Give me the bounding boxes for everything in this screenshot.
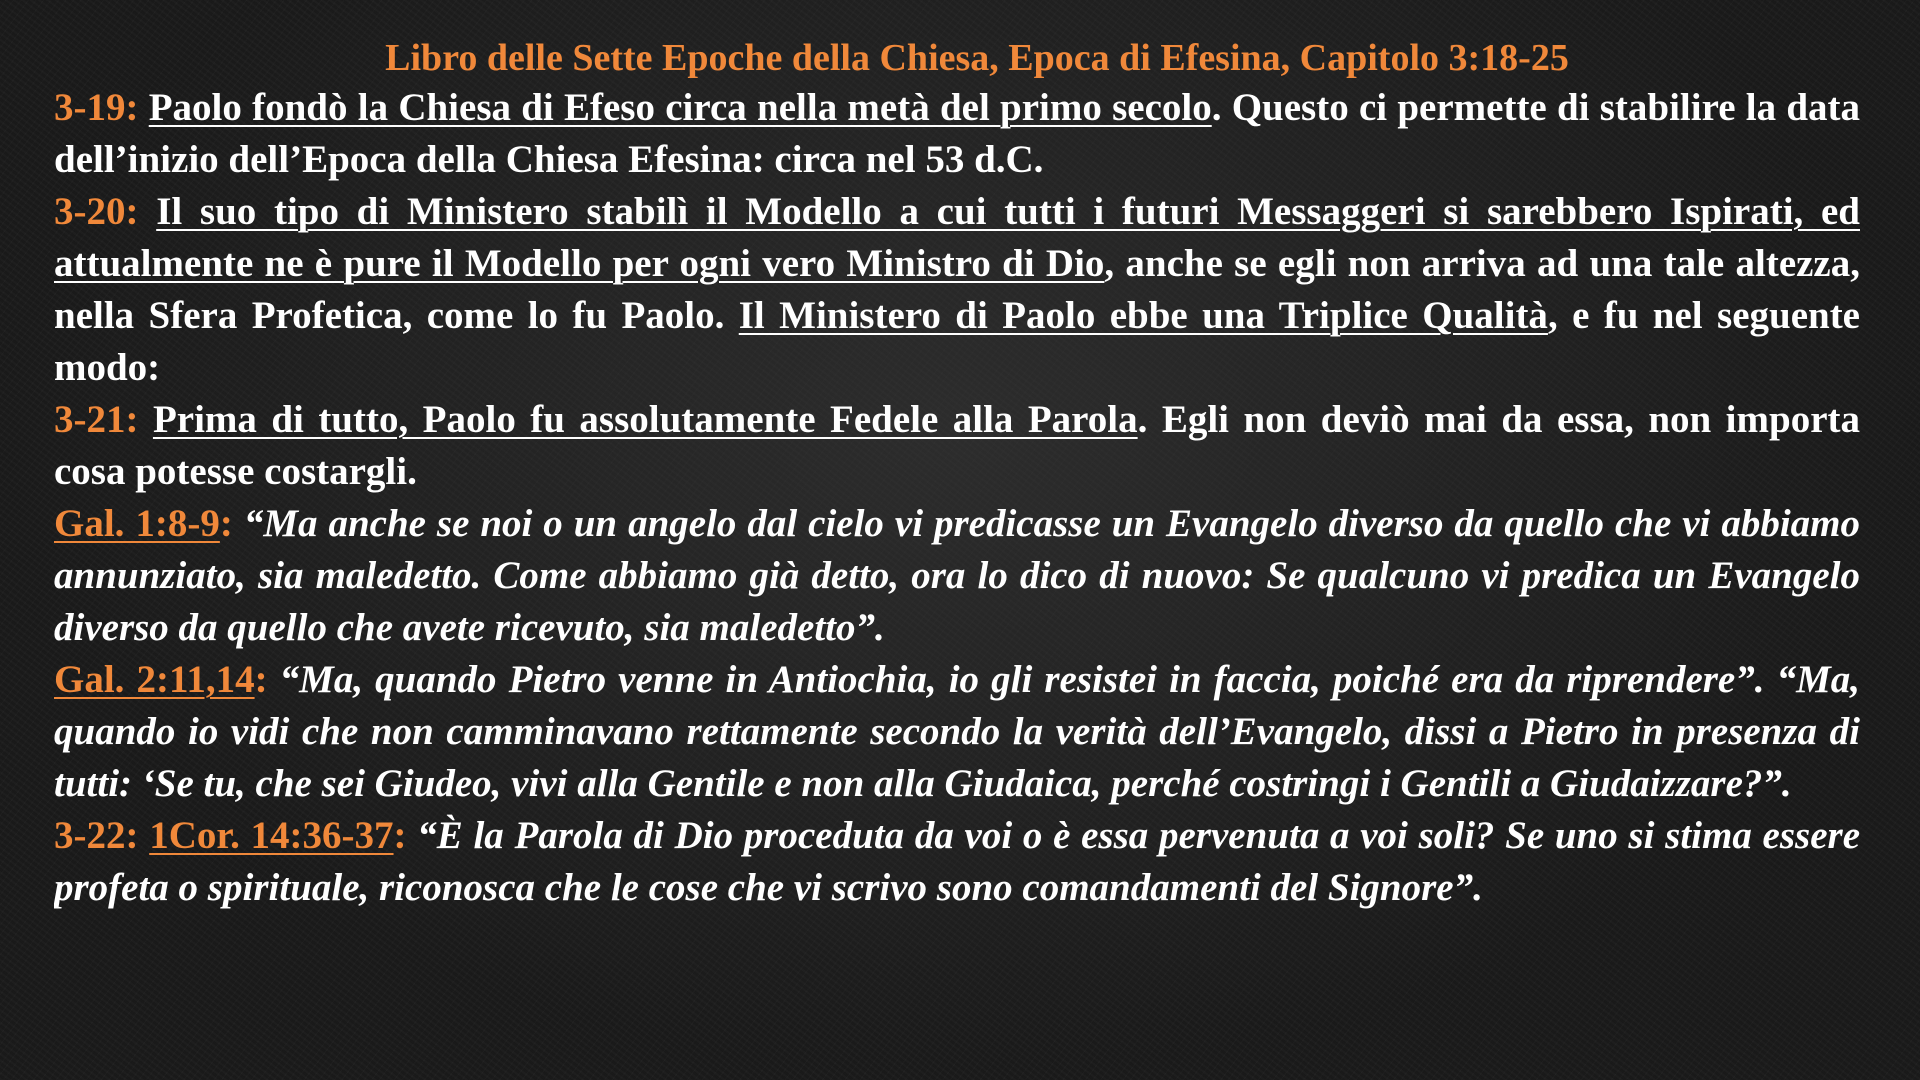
verse-ref-3-20: 3-20:	[54, 190, 139, 233]
verse-ref-3-21: 3-21:	[54, 398, 139, 441]
underlined-text: Il suo tipo di Ministero stabilì il Modello a cui tutti i futuri Messaggeri si sarebbero Ispirati, ed attualmente ne è pure il Modello per ogni vero Ministro di Dio	[54, 190, 1860, 285]
body-text: . Egli non deviò mai da essa, non importa cosa potesse costargli.	[54, 398, 1860, 493]
verse-ref-3-22: 3-22:	[54, 814, 139, 857]
scripture-link-gal-1[interactable]: Gal. 1:8-9	[54, 502, 220, 545]
scripture-quote: “È la Parola di Dio proceduta da voi o è essa pervenuta a voi soli? Se uno si stima essere profeta o spirituale, riconosca che le cose che vi scrivo sono comandamenti del Signore”.	[54, 814, 1860, 909]
underlined-text: Paolo fondò la Chiesa di Efeso circa nella metà del primo secolo	[148, 86, 1212, 129]
body-text: , anche se egli non arriva ad una tale altezza, nella Sfera Profetica, come lo fu Paolo.	[54, 242, 1860, 337]
underlined-text: Il Ministero di Paolo ebbe una Triplice Qualità	[738, 294, 1548, 337]
paragraph-3-22	[54, 810, 1860, 914]
body-text: . Questo ci permette di stabilire la data dell’inizio dell’Epoca della Chiesa Efesina: circa nel 53 d.C.	[54, 86, 1860, 181]
ref-colon: :	[219, 502, 233, 545]
quote-galatians-1	[54, 498, 1860, 654]
scripture-link-gal-2[interactable]: Gal. 2:11,14	[54, 658, 255, 701]
body-text: , e fu nel seguente modo:	[54, 294, 1860, 389]
paragraph-3-21	[54, 394, 1860, 498]
scripture-quote: “Ma anche se noi o un angelo dal cielo vi predicasse un Evangelo diverso da quello che vi abbiamo annunziato, sia maledetto. Come abbiamo già detto, ora lo dico di nuovo: Se qualcuno vi predica un Evangelo diverso da quello che avete ricevuto, sia maledetto”.	[54, 502, 1860, 649]
underlined-text: Prima di tutto, Paolo fu assolutamente Fedele alla Parola	[152, 398, 1138, 441]
scripture-quote: “Ma, quando Pietro venne in Antiochia, io gli resistei in faccia, poiché era da riprendere”. “Ma, quando io vidi che non camminavano rettamente secondo la verità dell’Evangelo, dissi a Pietro in presenza di tutti: ‘Se tu, che sei Giudeo, vivi alla Gentile e non alla Giudaica, perché costringi i Gentili a Giudaizzare?”.	[54, 658, 1860, 805]
quote-galatians-2	[54, 654, 1860, 810]
paragraph-3-19	[54, 82, 1860, 186]
paragraph-3-20	[54, 186, 1860, 394]
ref-colon: :	[393, 814, 407, 857]
slide-content	[54, 34, 1860, 1064]
slide-title: Libro delle Sette Epoche della Chiesa, Epoca di Efesina, Capitolo 3:18-25	[385, 37, 1569, 79]
verse-ref-3-19: 3-19:	[54, 86, 139, 129]
scripture-link-1cor[interactable]: 1Cor. 14:36-37	[149, 814, 394, 857]
ref-colon: :	[254, 658, 268, 701]
